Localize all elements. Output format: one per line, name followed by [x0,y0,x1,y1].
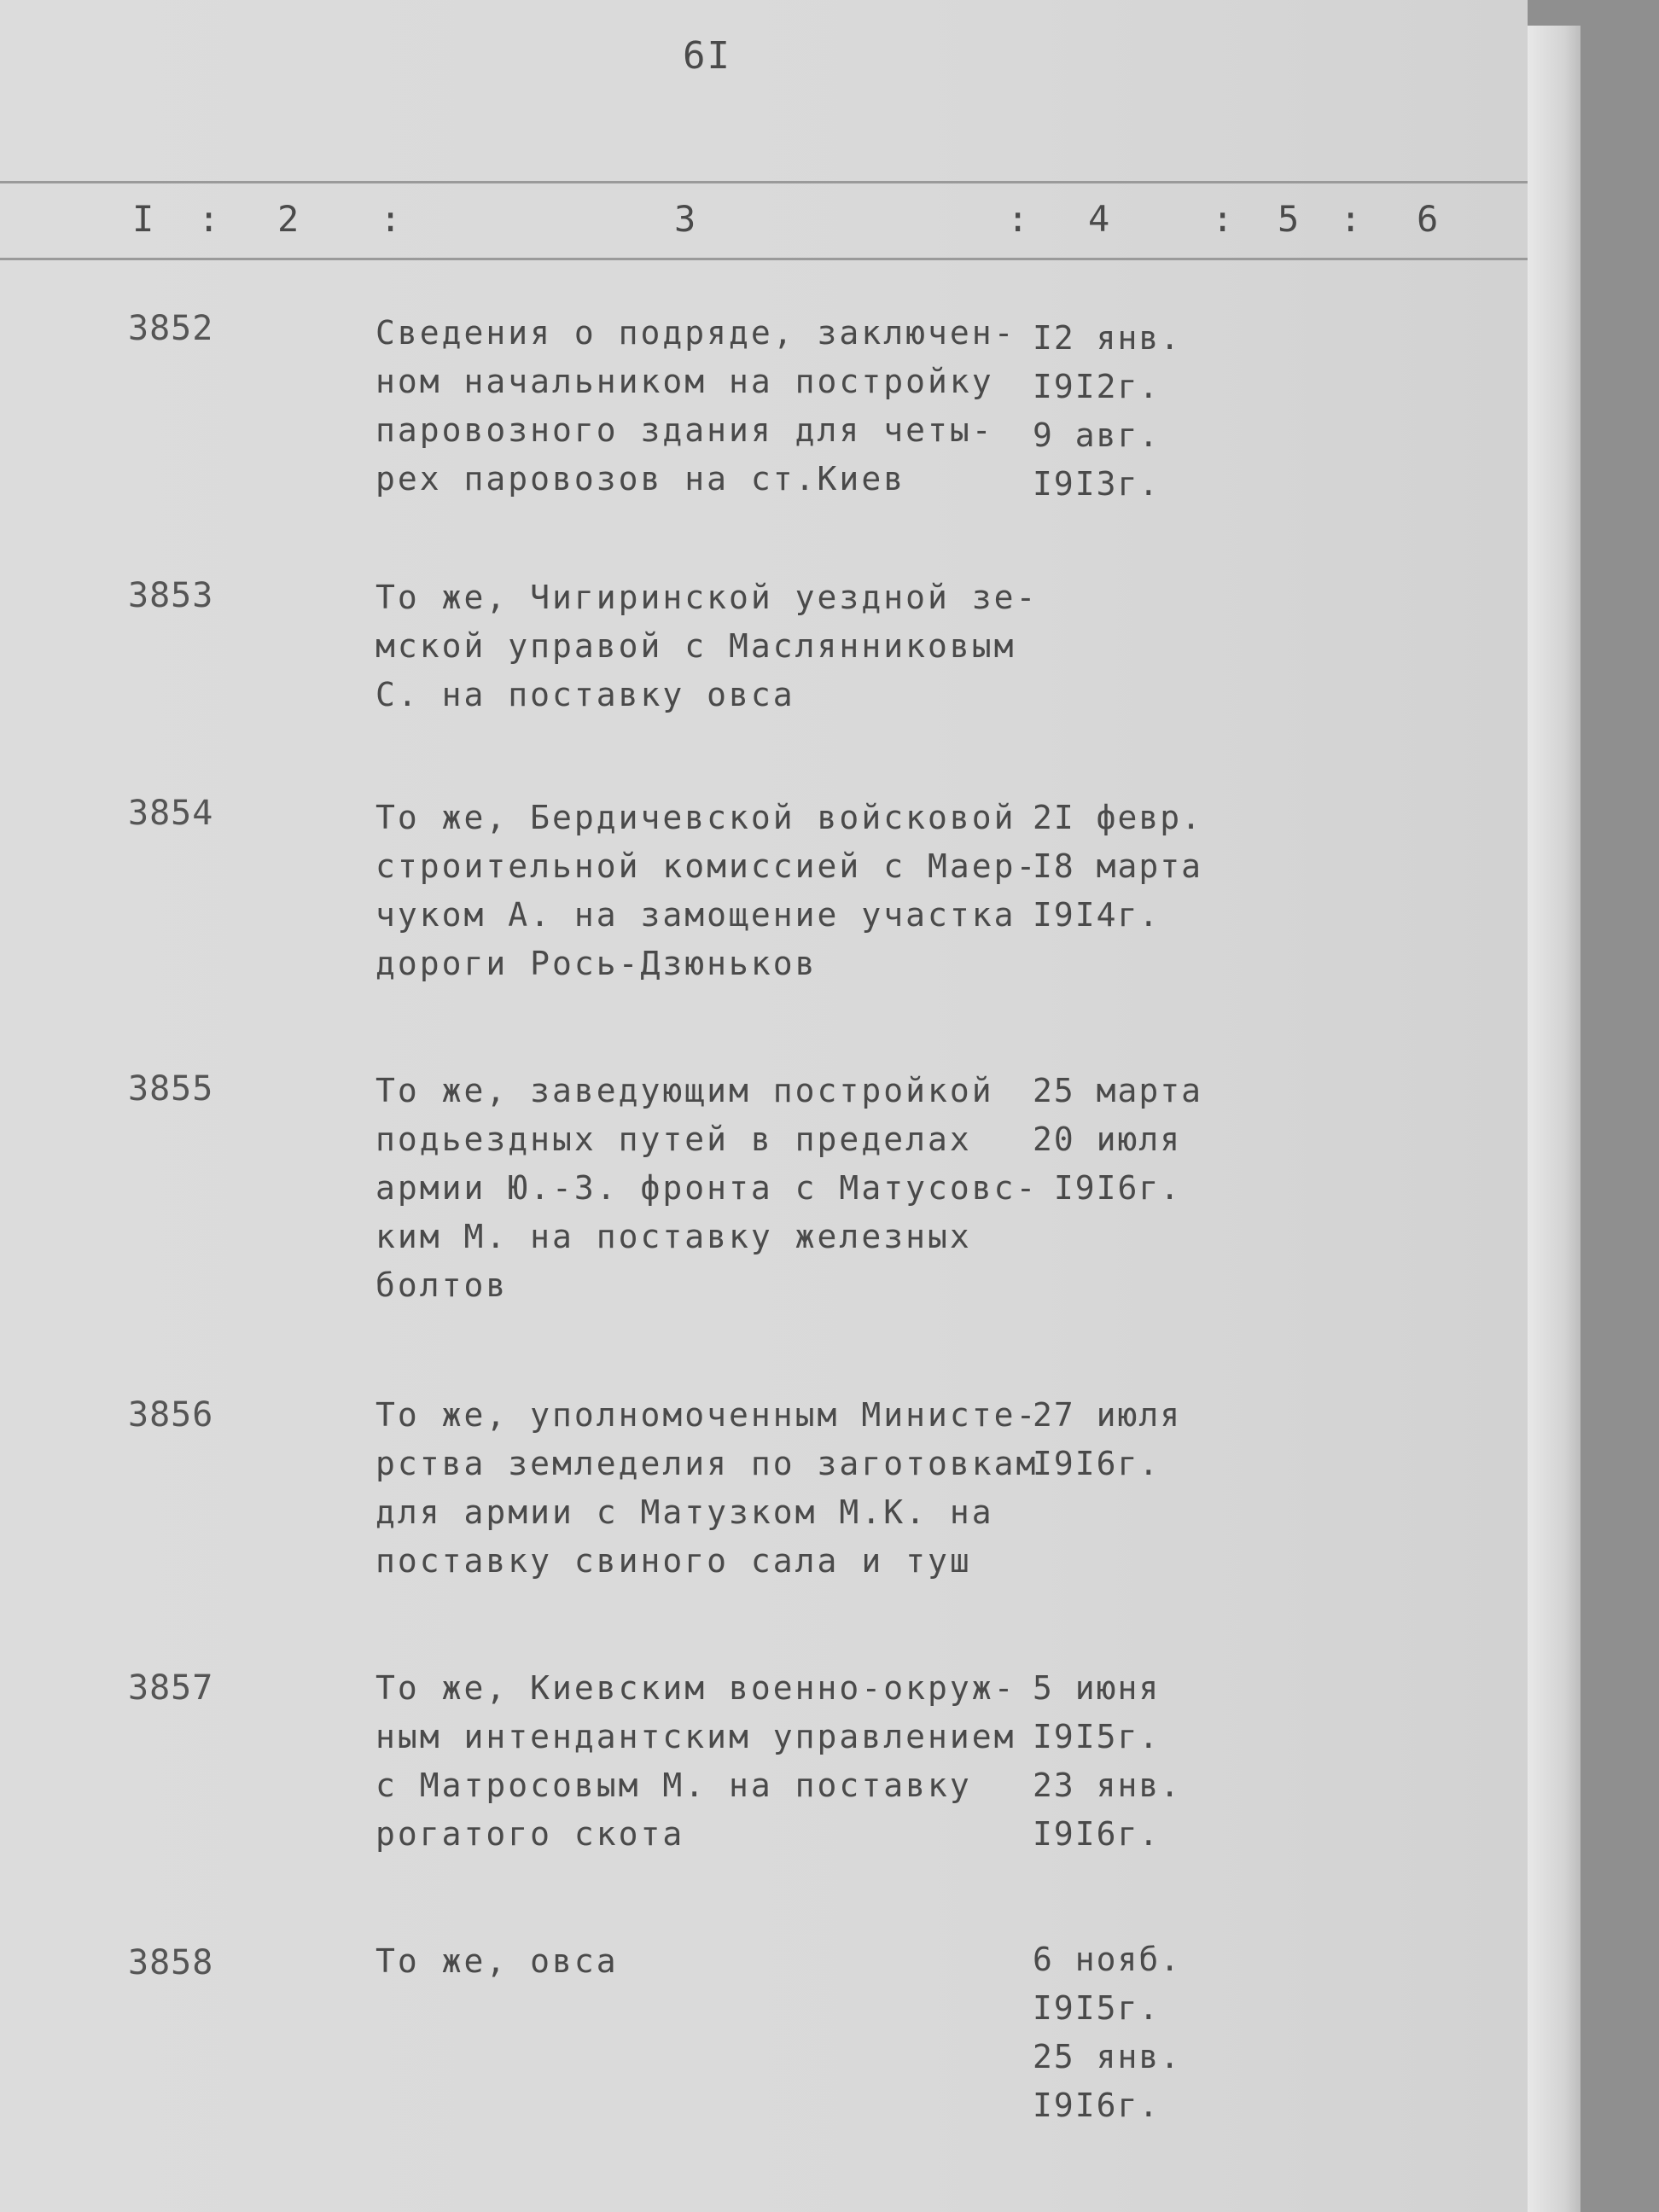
date-line: 20 июля [1033,1121,1182,1158]
date-line: I9I5г. [1033,1989,1161,2027]
date-line: 25 марта [1033,1072,1203,1109]
column-separator: : [380,198,402,240]
description-line: болтов [375,1266,509,1304]
date-line: 2I февр. [1033,799,1203,836]
date-line: I9I2г. [1033,368,1161,405]
date-line: 9 авг. [1033,416,1161,454]
entry-dates [1033,314,1220,509]
description-line: рогатого скота [375,1815,685,1853]
entry-number: 3855 [128,1069,214,1109]
description-line: поставку свиного сала и туш [375,1542,972,1580]
column-header-5: 5 [1278,198,1300,240]
date-line: I2 янв. [1033,319,1182,357]
date-line: I9I5г. [1033,1718,1161,1755]
column-separator: : [1340,198,1362,240]
column-header-1: I [132,198,154,240]
description-line: для армии с Матузком М.К. на [375,1493,994,1531]
entry-dates [1033,794,1220,940]
column-separator: : [1007,198,1029,240]
description-line: с Матросовым М. на поставку [375,1767,972,1804]
column-separator: : [1212,198,1234,240]
date-line: 23 янв. [1033,1767,1182,1804]
date-line: I9I6г. [1033,2087,1161,2124]
entry-description [375,1391,1039,1586]
date-line: I9I6г. [1033,1445,1161,1482]
description-line: дороги Рось-Дзюньков [375,945,818,982]
description-line: армии Ю.-З. фронта с Матусовс- [375,1169,1039,1207]
description-line: ном начальником на постройку [375,363,994,400]
entry-description [375,309,1024,504]
description-line: Сведения о подряде, заключен- [375,314,1016,352]
entry-dates [1033,1936,1220,2130]
column-header-3: 3 [674,198,696,240]
description-line: То же, заведующим постройкой [375,1072,994,1109]
column-separator: : [198,198,220,240]
entry-number: 3856 [128,1395,214,1435]
entry-number: 3853 [128,576,214,615]
description-line: То же, Киевским военно-окруж- [375,1669,1016,1707]
entry-number: 3854 [128,794,214,833]
date-line: I9I4г. [1033,896,1161,934]
description-line: рства земледелия по заготовкам [375,1445,1039,1482]
description-line: ким М. на поставку железных [375,1218,972,1255]
date-line: I9I6г. [1033,1169,1182,1207]
entry-dates [1033,1391,1220,1488]
date-line: 25 янв. [1033,2038,1182,2075]
entry-description [375,1067,1039,1310]
description-line: строительной комиссией с Маер- [375,847,1039,885]
description-line: С. на поставку овса [375,676,795,713]
entry-number: 3852 [128,309,214,348]
description-line: То же, овса [375,1942,619,1980]
description-line: мской управой с Маслянниковым [375,627,1016,665]
page-number: 6I [683,34,731,78]
date-line: I9I3г. [1033,465,1161,503]
description-line: подьездных путей в пределах [375,1121,972,1158]
description-line: То же, Чигиринской уездной зе- [375,579,1039,616]
page-edge [1528,26,1580,2212]
date-line: I9I6г. [1033,1815,1161,1853]
entry-number: 3858 [128,1943,214,1982]
description-line: рех паровозов на ст.Киев [375,460,906,498]
description-line: То же, Бердичевской войсковой [375,799,1016,836]
entry-dates [1033,1664,1220,1859]
date-line: 5 июня [1033,1669,1161,1707]
entry-description [375,1937,1024,1986]
entry-description [375,794,1039,988]
description-line: То же, уполномоченным Министе- [375,1396,1039,1434]
column-header-2: 2 [277,198,300,240]
entry-description [375,573,1039,719]
column-header-4: 4 [1088,198,1110,240]
column-header-6: 6 [1417,198,1439,240]
description-line: чуком А. на замощение участка [375,896,1016,934]
entry-description [375,1664,1024,1859]
entry-number: 3857 [128,1668,214,1708]
date-line: I8 марта [1033,847,1203,885]
header-rule-top [0,181,1528,183]
date-line: 27 июля [1033,1396,1182,1434]
date-line: 6 нояб. [1033,1941,1182,1978]
entry-dates [1033,1067,1220,1213]
description-line: ным интендантским управлением [375,1718,1016,1755]
description-line: паровозного здания для четы- [375,411,994,449]
header-rule-bottom [0,258,1528,260]
